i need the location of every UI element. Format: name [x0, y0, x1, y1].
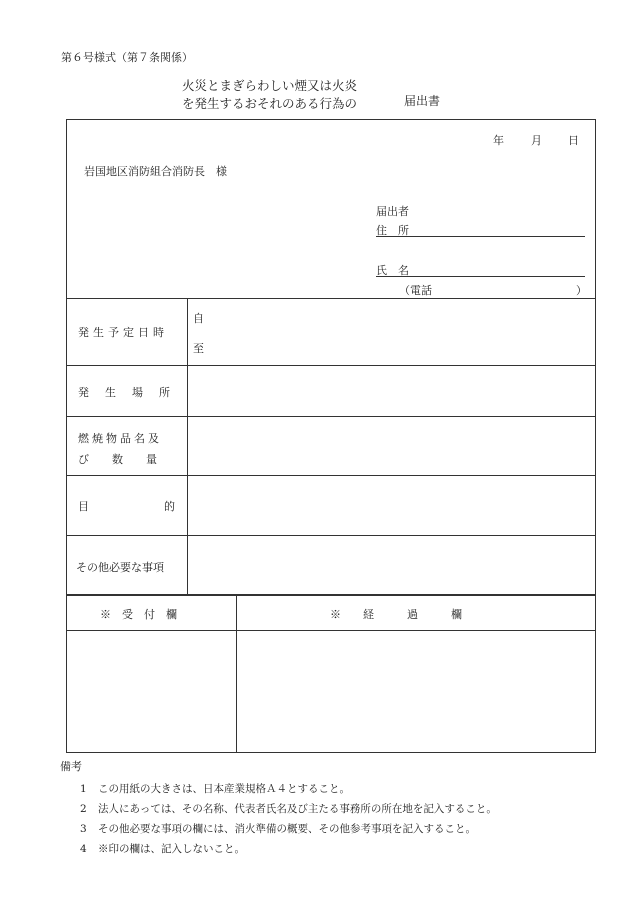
note-number: 4 — [80, 843, 87, 855]
date-to-label: 至 — [193, 342, 204, 355]
date-from-label: 自 — [193, 312, 204, 325]
location-label: 発生場所 — [78, 386, 186, 399]
note-item-3 — [80, 821, 476, 836]
items-label-line-1: 燃焼物品名及 — [78, 432, 162, 445]
divider-items — [66, 475, 596, 476]
note-text: 法人にあっては、その名称、代表者氏名及び主たる事務所の所在地を記入すること。 — [98, 803, 497, 815]
divider-purpose — [66, 535, 596, 536]
title-suffix: 届出書 — [404, 94, 441, 108]
name-underline — [376, 276, 585, 277]
divider-footer-header — [66, 630, 596, 631]
note-item-1 — [80, 781, 350, 796]
purpose-label: 目的 — [78, 500, 250, 513]
title-line-2: を発生するおそれのある行為の — [182, 96, 358, 111]
footer-column-divider — [236, 594, 237, 753]
note-item-4 — [80, 841, 245, 856]
note-text: その他必要な事項の欄には、消火準備の概要、その他参考事項を記入すること。 — [98, 823, 476, 835]
address-underline — [376, 236, 585, 237]
phone-close-label: ） — [576, 284, 587, 297]
other-matters-label: その他必要な事項 — [76, 561, 164, 574]
title-line-1: 火災とまぎらわしい煙又は火炎 — [182, 78, 358, 93]
date-year-label: 年 — [493, 134, 504, 147]
note-text: この用紙の大きさは、日本産業規格Ａ４とすること。 — [98, 783, 350, 795]
date-day-label: 日 — [568, 134, 579, 147]
divider-other — [66, 594, 596, 596]
reception-column-label: ※ 受 付 欄 — [100, 608, 177, 621]
divider-date — [66, 365, 596, 366]
progress-column-label: ※ 経 過 欄 — [330, 608, 462, 621]
applicant-label: 届出者 — [376, 205, 409, 218]
date-month-label: 月 — [531, 134, 542, 147]
items-label-line-2: び数量 — [78, 453, 180, 466]
addressee: 岩国地区消防組合消防長 様 — [84, 165, 227, 178]
note-number: 3 — [80, 823, 87, 835]
address-label: 住 所 — [376, 224, 409, 237]
phone-open-label: （電話 — [399, 284, 432, 297]
name-label: 氏 名 — [376, 264, 409, 277]
note-number: 1 — [80, 783, 87, 795]
divider-header — [66, 298, 596, 299]
label-column-divider — [187, 298, 188, 594]
scheduled-date-label: 発生予定日時 — [78, 326, 168, 339]
note-number: 2 — [80, 803, 87, 815]
notes-title: 備考 — [60, 760, 82, 773]
note-text: ※印の欄は、記入しないこと。 — [98, 843, 245, 855]
note-item-2 — [80, 801, 497, 816]
divider-location — [66, 416, 596, 417]
form-number: 第６号様式（第７条関係） — [61, 51, 193, 64]
